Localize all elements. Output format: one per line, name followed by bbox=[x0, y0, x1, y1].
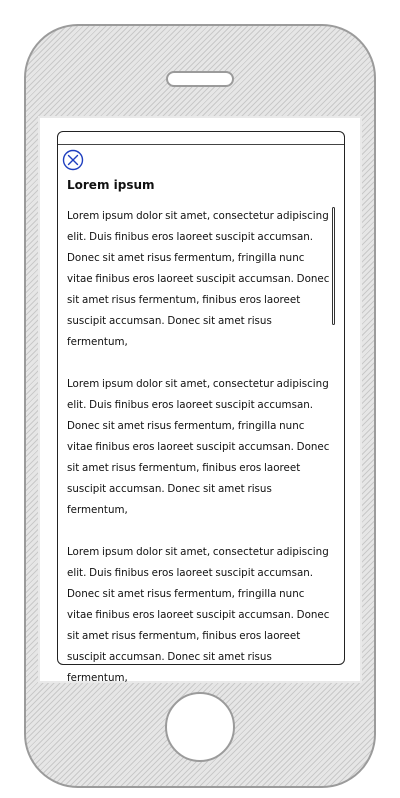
dialog-title: Lorem ipsum bbox=[67, 178, 155, 192]
dialog-paragraph: Lorem ipsum dolor sit amet, consectetur adipiscing elit. Duis finibus eros laoreet suscipit accumsan. Donec sit amet risus fermentum, fringilla nunc vitae finibus eros laoreet suscipit accumsan. Donec sit amet risus fermentum, finibus eros laoreet suscipit accumsan. Donec sit amet risus fermentum, bbox=[67, 210, 330, 348]
phone-speaker bbox=[166, 71, 234, 87]
dialog-paragraph: Lorem ipsum dolor sit amet, consectetur adipiscing elit. Duis finibus eros laoreet suscipit accumsan. Donec sit amet risus fermentum, fringilla nunc vitae finibus eros laoreet suscipit accumsan. Donec sit amet risus fermentum, finibus eros laoreet suscipit accumsan. Donec sit amet risus fermentum, bbox=[67, 378, 330, 516]
dialog-paragraph: Lorem ipsum dolor sit amet, consectetur adipiscing elit. Duis finibus eros laoreet suscipit accumsan. Donec sit amet risus fermentum, fringilla nunc vitae finibus eros laoreet suscipit accumsan. Donec sit amet risus fermentum, finibus eros laoreet suscipit accumsan. Donec sit amet risus fermentum, bbox=[67, 546, 330, 684]
modal-dialog bbox=[57, 131, 345, 684]
dialog-content bbox=[67, 206, 331, 684]
dialog-scrollbar[interactable] bbox=[332, 207, 335, 325]
close-button[interactable] bbox=[62, 149, 84, 171]
phone-home-button[interactable] bbox=[165, 692, 235, 762]
close-circle-icon bbox=[62, 149, 84, 171]
dialog-header-divider bbox=[58, 144, 344, 145]
